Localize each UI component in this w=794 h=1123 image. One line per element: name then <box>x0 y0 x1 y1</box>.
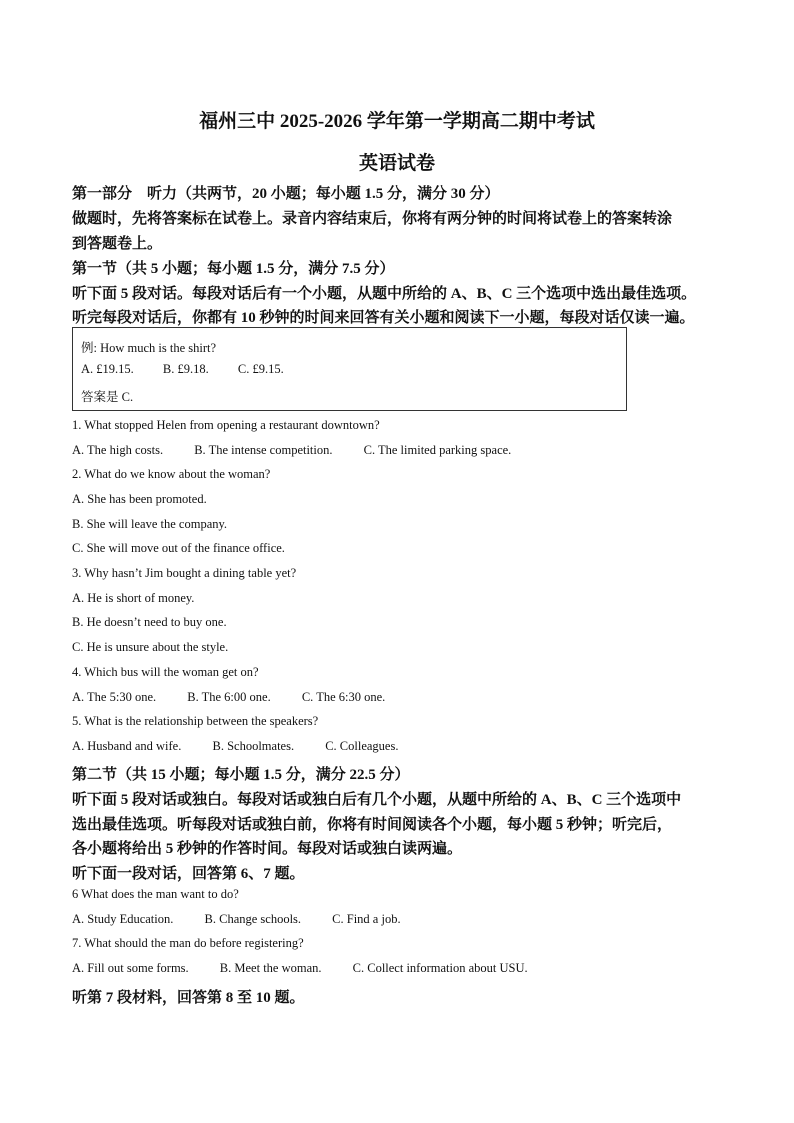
option: A. Study Education. <box>72 912 174 926</box>
question-7-options <box>72 961 556 976</box>
section2-instruction-line: 听下面 5 段对话或独白。每段对话或独白后有几个小题，从题中所给的 A、B、C 三个选项中 <box>72 792 682 808</box>
part1-instruction-line: 做题时，先将答案标在试卷上。录音内容结束后，你将有两分钟的时间将试卷上的答案转涂 <box>72 211 673 227</box>
option: A. The 5:30 one. <box>72 690 157 704</box>
option: A. He is short of money. <box>72 591 195 605</box>
option: A. Fill out some forms. <box>72 961 189 975</box>
example-option: C. £9.15. <box>237 362 284 376</box>
option: B. The intense competition. <box>194 443 333 457</box>
question-1-options <box>72 443 539 458</box>
group-heading: 听第 7 段材料，回答第 8 至 10 题。 <box>72 990 305 1006</box>
question-5: 5. What is the relationship between the speakers? <box>72 714 319 728</box>
question-4: 4. Which bus will the woman get on? <box>72 665 259 679</box>
option: A. Husband and wife. <box>72 739 182 753</box>
option: B. Meet the woman. <box>219 961 322 975</box>
option: B. The 6:00 one. <box>187 690 271 704</box>
option: C. She will move out of the finance office. <box>72 541 285 555</box>
example-answer: 答案是 C. <box>81 390 134 404</box>
option: B. Change schools. <box>204 912 302 926</box>
example-options <box>81 362 310 377</box>
part1-instruction-line: 到答题卷上。 <box>72 236 163 252</box>
example-box <box>72 327 627 411</box>
question-6: 6 What does the man want to do? <box>72 887 239 901</box>
example-option: B. £9.18. <box>162 362 209 376</box>
question-5-options <box>72 739 426 754</box>
example-option: A. £19.15. <box>81 362 134 376</box>
question-3: 3. Why hasn’t Jim bought a dining table yet? <box>72 566 297 580</box>
option: A. The high costs. <box>72 443 164 457</box>
part1-heading: 第一部分 听力（共两节，20 小题；每小题 1.5 分，满分 30 分） <box>72 186 500 202</box>
option: C. He is unsure about the style. <box>72 640 229 654</box>
section2-heading: 第二节（共 15 小题；每小题 1.5 分，满分 22.5 分） <box>72 767 410 783</box>
section2-instruction-line: 选出最佳选项。听每段对话或独白前，你将有时间阅读各个小题，每小题 5 秒钟；听完后， <box>72 817 673 833</box>
option: C. Colleagues. <box>325 739 399 753</box>
example-question: 例: How much is the shirt? <box>81 341 217 355</box>
question-7: 7. What should the man do before registering? <box>72 936 304 950</box>
option: C. The limited parking space. <box>363 443 512 457</box>
option: C. Find a job. <box>332 912 401 926</box>
section1-instruction-line: 听下面 5 段对话。每段对话后有一个小题，从题中所给的 A、B、C 三个选项中选出最佳选项。 <box>72 286 697 302</box>
option: C. The 6:30 one. <box>301 690 386 704</box>
question-4-options <box>72 690 413 705</box>
section1-heading: 第一节（共 5 小题；每小题 1.5 分，满分 7.5 分） <box>72 261 395 277</box>
question-6-options <box>72 912 429 927</box>
option: A. She has been promoted. <box>72 492 207 506</box>
exam-subtitle: 英语试卷 <box>358 153 435 174</box>
question-2: 2. What do we know about the woman? <box>72 467 271 481</box>
question-1: 1. What stopped Helen from opening a restaurant downtown? <box>72 418 380 432</box>
option: B. She will leave the company. <box>72 517 228 531</box>
option: B. He doesn’t need to buy one. <box>72 615 227 629</box>
section2-instruction-line: 各小题将给出 5 秒钟的作答时间。每段对话或独白读两遍。 <box>72 841 463 857</box>
option: B. Schoolmates. <box>212 739 295 753</box>
group-heading: 听下面一段对话，回答第 6、7 题。 <box>72 866 305 882</box>
section1-instruction-line: 听完每段对话后，你都有 10 秒钟的时间来回答有关小题和阅读下一小题，每段对话仅读一遍。 <box>72 310 695 326</box>
option: C. Collect information about USU. <box>352 961 528 975</box>
exam-title: 福州三中 2025-2026 学年第一学期高二期中考试 <box>199 111 595 132</box>
